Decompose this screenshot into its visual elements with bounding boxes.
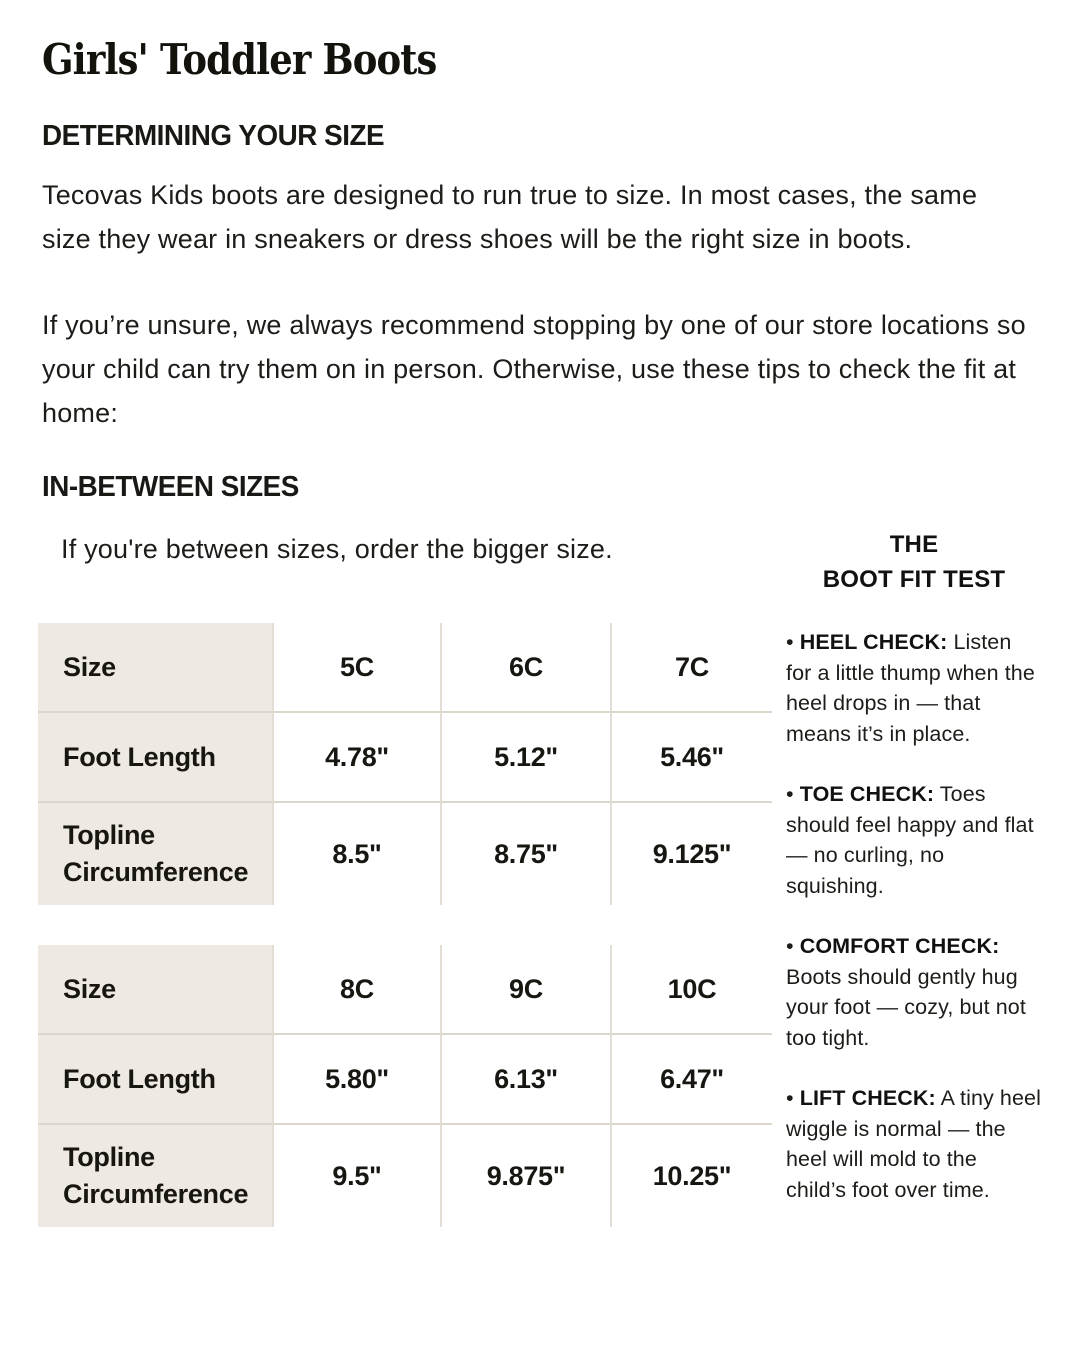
table-cell-value: 5.12" [440,711,610,801]
size-tables-column [42,525,776,1227]
bullet-glyph: • [786,934,794,958]
boot-fit-test-title [786,527,1042,597]
fit-test-item-title: LIFT CHECK: [799,1086,936,1110]
section-heading-determining-your-size: DETERMINING YOUR SIZE [42,120,385,152]
fit-test-item-title: HEEL CHECK: [799,630,948,654]
table-cell-value: 6.47" [610,1033,772,1123]
paragraph-unsure: If you’re unsure, we always recommend stopping by one of our store locations so your child can try them on in person. Otherwise, use these tips to check the fit at home: [42,310,1026,428]
table-cell-value: 5C [272,623,440,711]
content-columns [42,525,1042,1227]
fit-test-item-lift-check [786,1083,1042,1205]
table-cell-value: 10.25" [610,1123,772,1227]
table-cell-value: 8.5" [272,801,440,905]
table-cell-value: 5.80" [272,1033,440,1123]
fit-test-item-text: Toes should feel happy and flat — no curling, no squishing. [786,782,1034,898]
table-row-label: Size [38,623,272,711]
bullet-glyph: • [786,1086,794,1110]
between-sizes-note: If you're between sizes, order the bigger size. [61,534,613,564]
fit-test-item-heel-check [786,627,1042,749]
fit-test-item-comfort-check [786,931,1042,1053]
table-cell-value: 10C [610,945,772,1033]
size-table-toddler-5c-7c [38,623,772,905]
table-cell-value: 8C [272,945,440,1033]
paragraph-true-to-size: Tecovas Kids boots are designed to run true to size. In most cases, the same size they wear in sneakers or dress shoes will be the right size in boots. [42,180,978,254]
table-row-label: Foot Length [38,1033,272,1123]
table-cell-value: 5.46" [610,711,772,801]
table-cell-value: 6.13" [440,1033,610,1123]
fit-test-item-text: A tiny heel wiggle is normal — the heel will mold to the child’s foot over time. [786,1086,1041,1202]
table-cell-value: 4.78" [272,711,440,801]
table-row-label: Topline Circumference [38,801,272,905]
table-cell-value: 6C [440,623,610,711]
boot-fit-test-title-line2: BOOT FIT TEST [822,566,1006,593]
boot-fit-test-column [786,525,1042,1227]
table-cell-value: 9.125" [610,801,772,905]
bullet-glyph: • [786,630,794,654]
section-heading-in-between-sizes: IN-BETWEEN SIZES [42,471,299,503]
page-title: Girls' Toddler Boots [42,35,437,84]
table-row-label: Topline Circumference [38,1123,272,1227]
table-cell-value: 9.5" [272,1123,440,1227]
table-cell-value: 9C [440,945,610,1033]
bullet-glyph: • [786,782,794,806]
fit-test-item-toe-check [786,779,1042,901]
table-row-label: Size [38,945,272,1033]
size-table-toddler-8c-10c [38,945,772,1227]
fit-test-item-title: TOE CHECK: [799,782,935,806]
table-cell-value: 7C [610,623,772,711]
fit-test-item-text: Boots should gently hug your foot — cozy, but not too tight. [786,964,1026,1050]
fit-test-item-text: Listen for a little thump when the heel drops in — that means it’s in place. [786,630,1035,746]
table-row-label: Foot Length [38,711,272,801]
table-cell-value: 8.75" [440,801,610,905]
boot-fit-test-title-line1: THE [889,531,939,558]
table-cell-value: 9.875" [440,1123,610,1227]
fit-test-item-title: COMFORT CHECK: [799,934,1000,958]
